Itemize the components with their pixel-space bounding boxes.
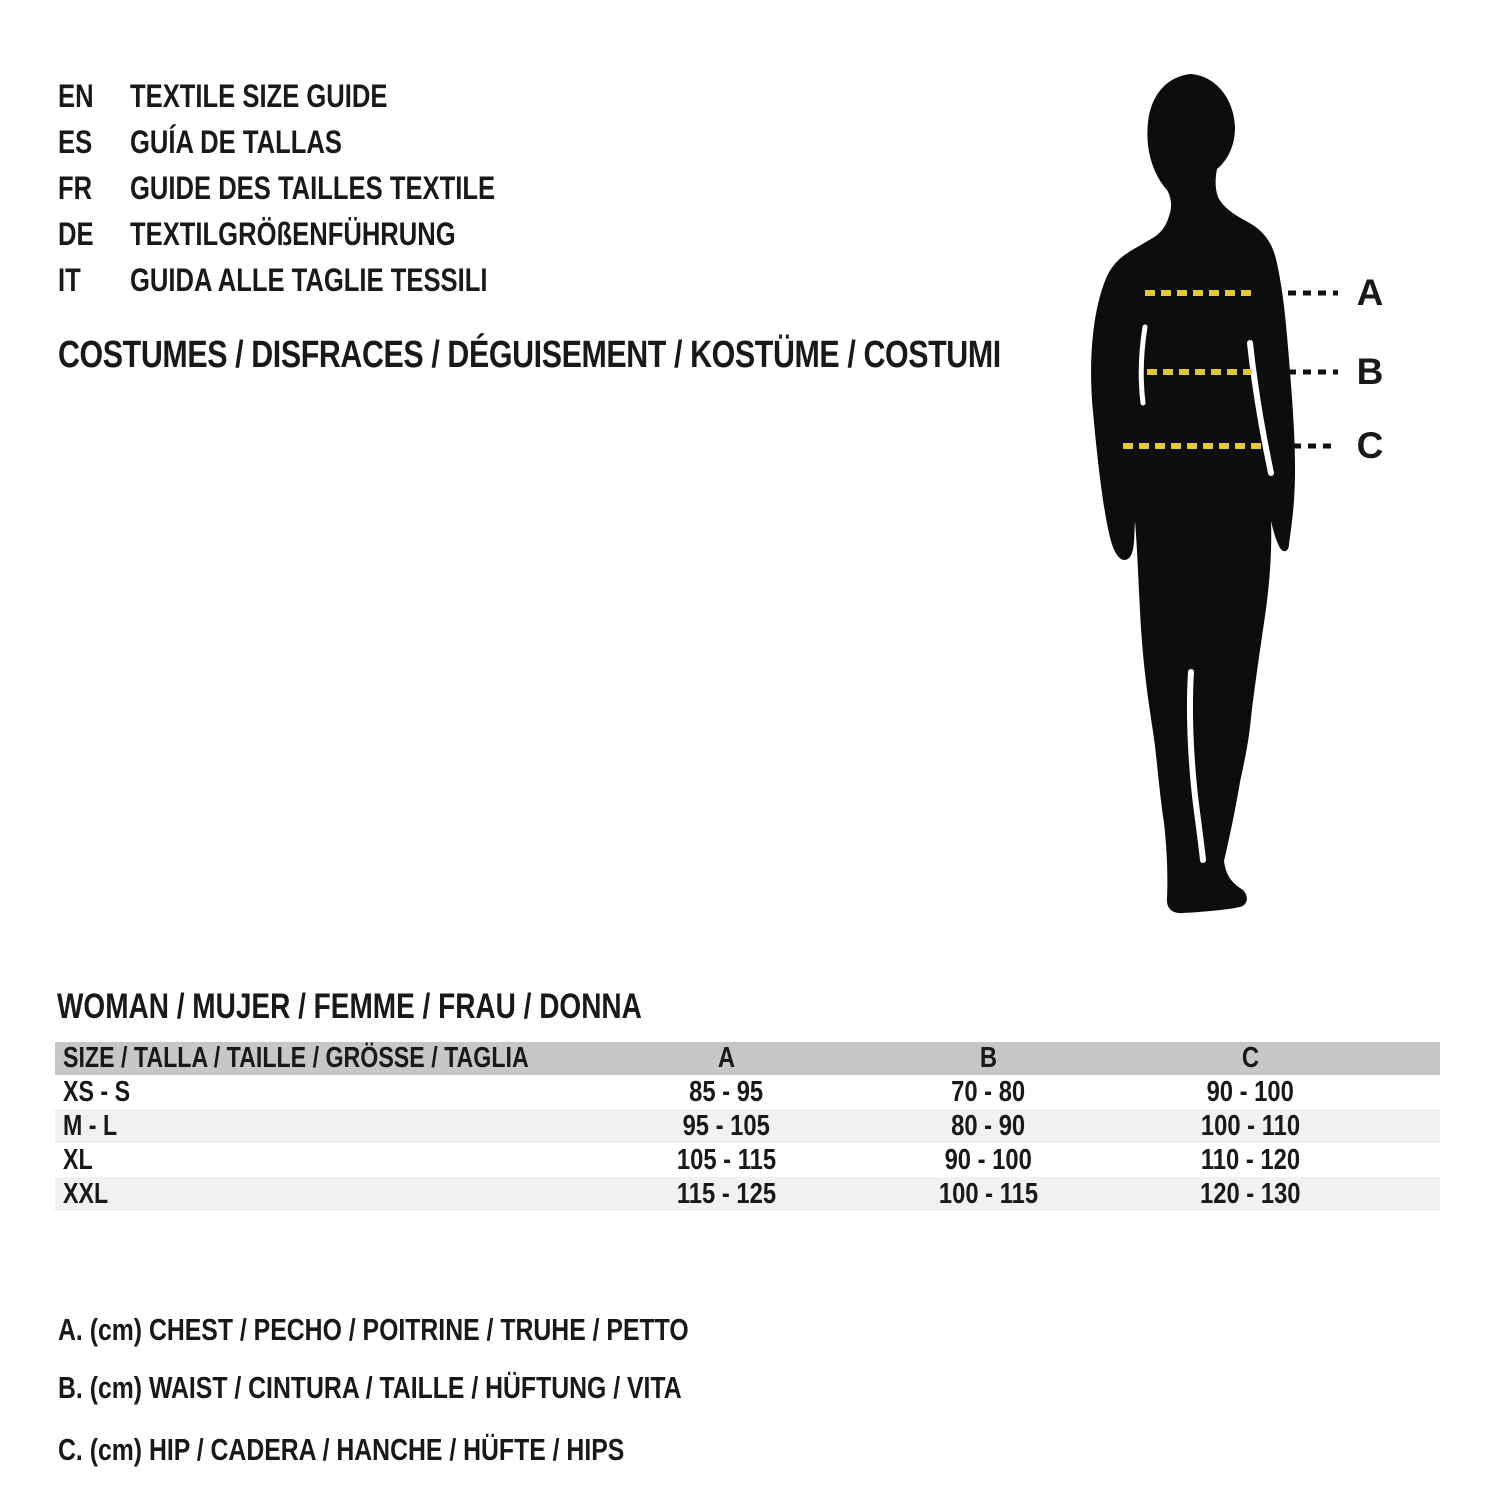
language-label: GUÍA DE TALLAS — [130, 124, 342, 160]
section-title-text: WOMAN / MUJER / FEMME / FRAU / DONNA — [57, 987, 642, 1026]
table-header-cell-b — [857, 1042, 1119, 1075]
cell-text: XS - S — [63, 1076, 131, 1108]
language-row-es — [58, 119, 586, 165]
measure-label-a: A — [1356, 272, 1384, 313]
size-table — [55, 1042, 1440, 1211]
cell-text: 90 - 100 — [944, 1144, 1032, 1176]
category-title-text: COSTUMES / DISFRACES / DÉGUISEMENT / KOSTÜME / COSTUMI — [58, 334, 1001, 376]
language-code: EN — [58, 78, 94, 114]
cell-a — [595, 1109, 857, 1143]
language-row-fr — [58, 165, 586, 211]
cell-text: 80 - 90 — [950, 1110, 1026, 1142]
measure-label-b: B — [1356, 351, 1384, 392]
cell-text: 120 - 130 — [1199, 1178, 1301, 1210]
cell-text: 110 - 120 — [1200, 1144, 1300, 1176]
cell-b — [857, 1143, 1119, 1177]
language-code: DE — [58, 216, 94, 252]
legend-text: C. (cm) HIP / CADERA / HANCHE / HÜFTE / HIPS — [58, 1432, 625, 1467]
cell-text: 105 - 115 — [676, 1144, 776, 1176]
table-header-text: B — [979, 1042, 997, 1074]
cell-size — [55, 1177, 595, 1211]
woman-silhouette-figure — [1020, 60, 1460, 940]
cell-text: M - L — [63, 1110, 118, 1142]
cell-size — [55, 1075, 595, 1109]
cell-b — [857, 1109, 1119, 1143]
language-label: TEXTILGRÖßENFÜHRUNG — [130, 216, 456, 252]
table-row-xxl — [55, 1177, 1440, 1211]
cell-b — [857, 1075, 1119, 1109]
cell-text: 85 - 95 — [688, 1076, 764, 1108]
table-header-cell-c — [1119, 1042, 1381, 1075]
legend-row-chest — [58, 1313, 846, 1347]
cell-text: 90 - 100 — [1206, 1076, 1294, 1108]
cell-c — [1119, 1177, 1381, 1211]
cell-c — [1119, 1143, 1381, 1177]
language-code: ES — [58, 124, 93, 160]
cell-size — [55, 1143, 595, 1177]
language-label: TEXTILE SIZE GUIDE — [130, 78, 388, 114]
legend-row-hip — [58, 1433, 846, 1467]
figure-area — [1020, 60, 1460, 940]
legend-text: B. (cm) WAIST / CINTURA / TAILLE / HÜFTUNG / VITA — [58, 1370, 682, 1405]
measurements-legend — [58, 1313, 846, 1467]
language-list — [58, 73, 586, 303]
table-header-text: C — [1241, 1042, 1259, 1074]
table-header-cell-a — [595, 1042, 857, 1075]
language-label: GUIDE DES TAILLES TEXTILE — [130, 170, 496, 206]
cell-a — [595, 1177, 857, 1211]
legend-row-waist — [58, 1371, 846, 1405]
table-row-xs-s — [55, 1075, 1440, 1109]
table-header-text: A — [717, 1042, 735, 1074]
cell-a — [595, 1143, 857, 1177]
language-code: IT — [58, 262, 81, 298]
cell-text: 115 - 125 — [676, 1178, 776, 1210]
table-header-text: SIZE / TALLA / TAILLE / GRÖSSE / TAGLIA — [63, 1042, 529, 1074]
cell-c — [1119, 1075, 1381, 1109]
language-row-en — [58, 73, 586, 119]
section-title — [57, 985, 788, 1029]
cell-text: XL — [63, 1144, 93, 1176]
table-row-m-l — [55, 1109, 1440, 1143]
legend-text: A. (cm) CHEST / PECHO / POITRINE / TRUHE / PETTO — [58, 1312, 689, 1347]
table-header-row — [55, 1042, 1440, 1075]
cell-text: 95 - 105 — [682, 1110, 770, 1142]
cell-size — [55, 1109, 595, 1143]
table-header-cell-size — [55, 1042, 595, 1075]
measure-label-c: C — [1356, 425, 1384, 466]
language-label: GUIDA ALLE TAGLIE TESSILI — [130, 262, 488, 298]
language-code: FR — [58, 170, 93, 206]
cell-text: 70 - 80 — [950, 1076, 1026, 1108]
table-row-xl — [55, 1143, 1440, 1177]
cell-text: 100 - 110 — [1200, 1110, 1300, 1142]
cell-a — [595, 1075, 857, 1109]
cell-c — [1119, 1109, 1381, 1143]
cell-b — [857, 1177, 1119, 1211]
cell-text: XXL — [63, 1178, 109, 1210]
language-row-it — [58, 257, 586, 303]
cell-text: 100 - 115 — [938, 1178, 1038, 1210]
language-row-de — [58, 211, 586, 257]
